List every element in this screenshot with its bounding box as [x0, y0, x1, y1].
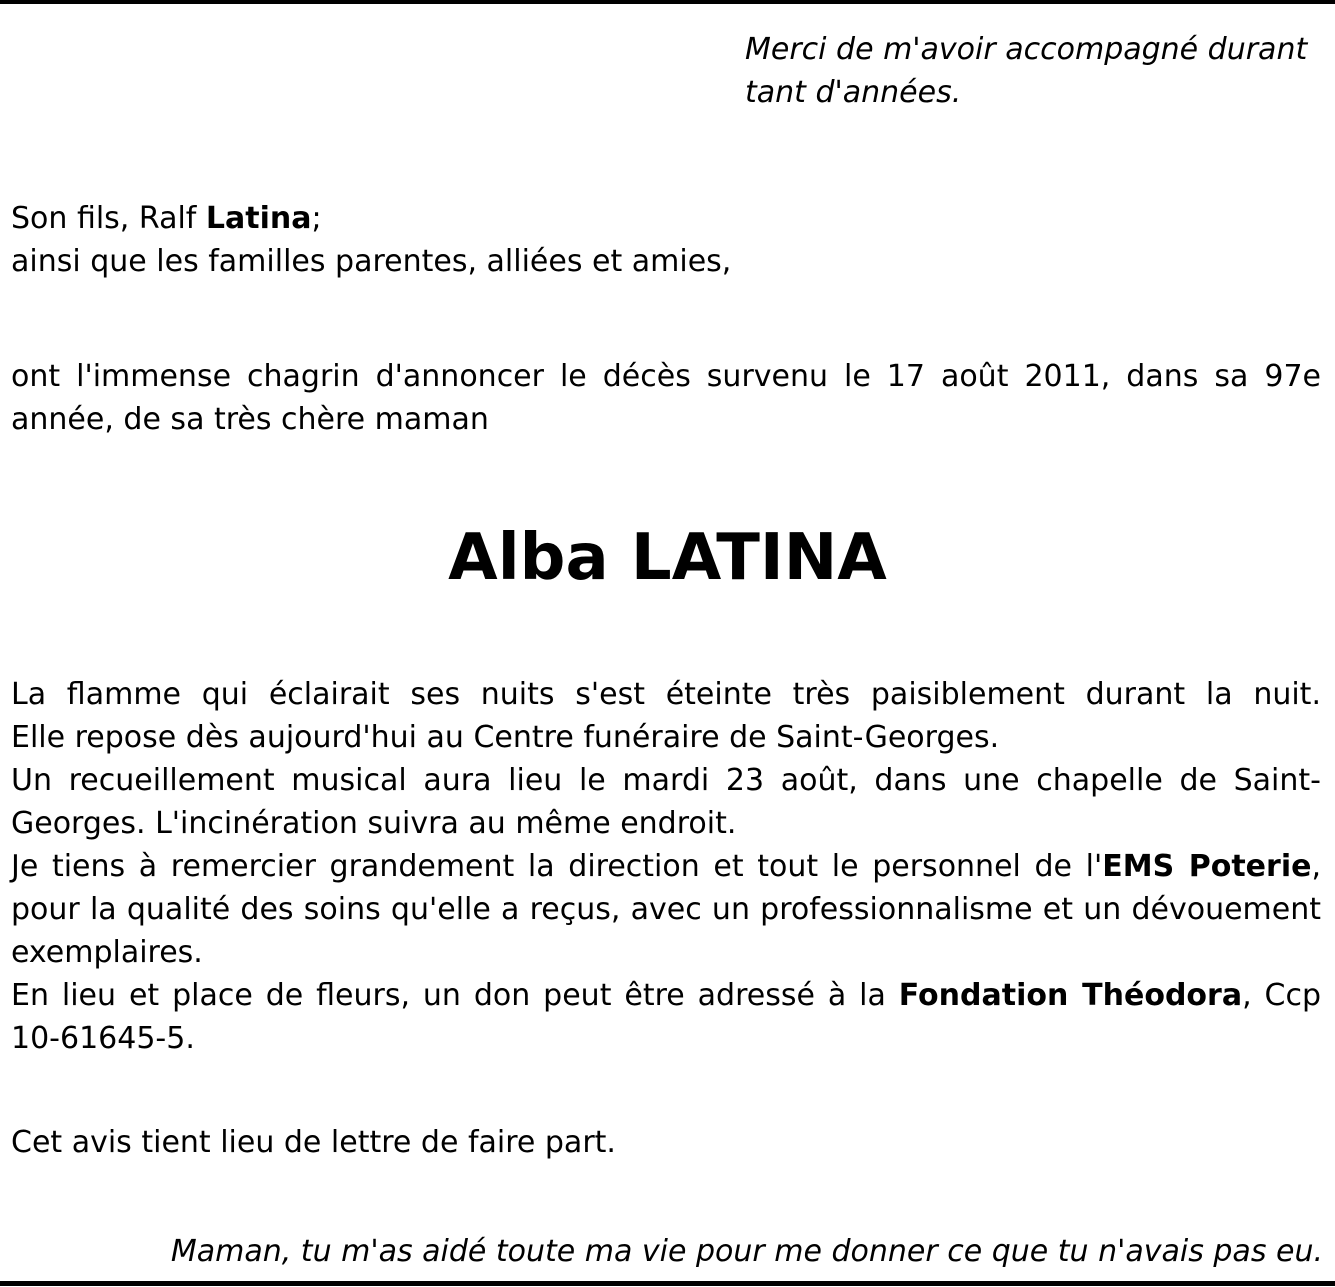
- epigraph-line-1: Merci de m'avoir accompagné durant: [745, 32, 1308, 67]
- notice-line: Cet avis tient lieu de lettre de faire part.: [11, 1125, 616, 1160]
- donation-paragraph: [11, 974, 1321, 1060]
- ceremony-paragraph: Un recueillement musical aura lieu le mardi 23 août, dans une chapelle de Saint-Georges. L'incinération suivra au même endroit.: [11, 763, 1321, 841]
- son-prefix: Son fils, Ralf: [11, 201, 206, 236]
- announcement-paragraph: ont l'immense chagrin d'annoncer le décès survenu le 17 août 2011, dans sa 97e année, de sa très chère maman: [11, 359, 1321, 437]
- top-border-rule: [0, 0, 1335, 4]
- donation-suffix: , Ccp 10-61645-5.: [11, 978, 1322, 1056]
- thanks-suffix: , pour la qualité des soins qu'elle a reçus, avec un professionnalisme et un dévouement exemplaires.: [11, 849, 1321, 970]
- donation-organization: Fondation Théodora: [898, 978, 1243, 1013]
- epigraph-quote: [745, 28, 1325, 114]
- body-text: [11, 673, 1321, 1060]
- closing-quote: Maman, tu m'as aidé toute ma vie pour me donner ce que tu n'avais pas eu.: [170, 1234, 1323, 1269]
- bottom-border-rule: [0, 1281, 1335, 1286]
- flame-paragraph: La flamme qui éclairait ses nuits s'est éteinte très paisiblement durant la nuit.: [11, 677, 1321, 712]
- son-surname: Latina: [205, 201, 312, 236]
- son-suffix: ;: [311, 201, 322, 236]
- donation-prefix: En lieu et place de fleurs, un don peut être adressé à la: [11, 978, 899, 1013]
- epigraph-line-2: tant d'années.: [745, 75, 962, 110]
- rests-paragraph: Elle repose dès aujourd'hui au Centre funéraire de Saint-Georges.: [11, 720, 1000, 755]
- family-block: [11, 197, 1321, 283]
- thanks-paragraph: [11, 845, 1321, 974]
- thanks-prefix: Je tiens à remercier grandement la direction et tout le personnel de l': [11, 849, 1103, 884]
- families-line: ainsi que les familles parentes, alliées et amies,: [11, 244, 732, 279]
- thanks-organization: EMS Poterie: [1102, 849, 1312, 884]
- deceased-name: Alba LATINA: [448, 521, 887, 595]
